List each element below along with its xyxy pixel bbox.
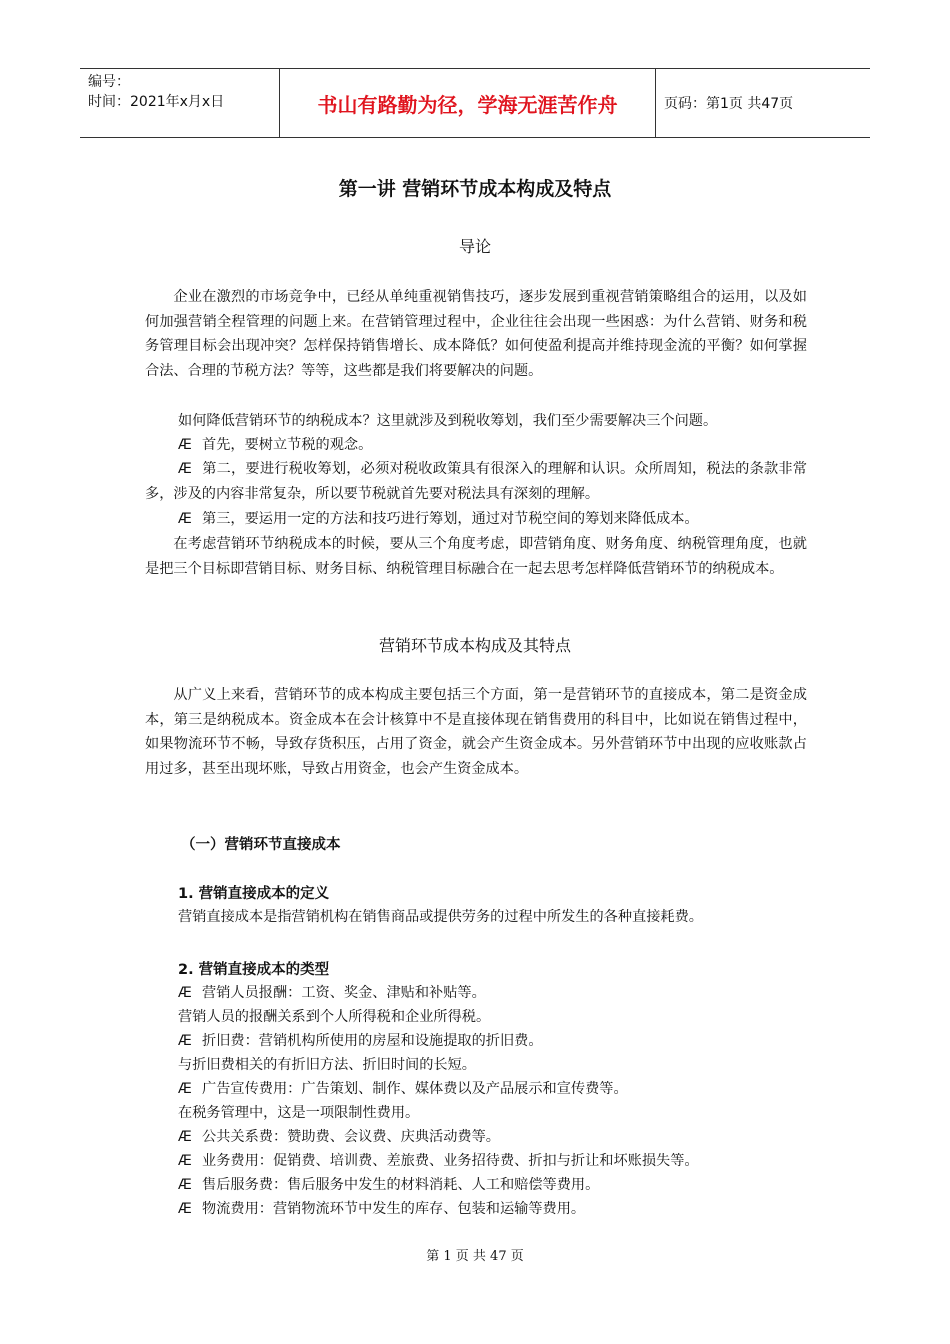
intro-paragraph-1: 企业在激烈的市场竞争中，已经从单纯重视销售技巧，逐步发展到重视营销策略组合的运用，以及如何加强营销全程管理的问题上来。在营销管理过程中，企业往往会出现一些困惑：为什么营销、财务和税务管理目标会出现冲突？怎样保持销售增长、成本降低？如何使盈利提高并维持现金流的平衡？如何掌握合法、合理的节税方法？等等，这些都是我们将要解决的问题。 xyxy=(145,289,807,379)
bullet-icon: Æ xyxy=(178,985,192,1001)
page-footer: 第 1 页 共 47 页 xyxy=(426,1249,524,1264)
date-label: 时间：2021年x月x日 xyxy=(88,94,225,110)
bullet-icon: Æ xyxy=(178,1177,192,1193)
list-note: 在税务管理中，这是一项限制性费用。 xyxy=(178,1105,420,1121)
bullet-icon: Æ xyxy=(178,1153,192,1169)
list-item: Æ 售后服务费：售后服务中发生的材料消耗、人工和赔偿等费用。 xyxy=(178,1173,599,1197)
section-heading: 营销环节成本构成及其特点 xyxy=(378,636,571,655)
bullet-icon: Æ xyxy=(178,461,192,477)
list-note: 与折旧费相关的有折旧方法、折旧时间的长短。 xyxy=(178,1057,476,1073)
page-header xyxy=(80,68,870,138)
bullet-icon: Æ xyxy=(178,1081,192,1097)
bullet-icon: Æ xyxy=(178,1033,192,1049)
header-motto: 书山有路勤为径，学海无涯苦作舟 xyxy=(280,69,656,137)
intro-paragraph-3: 在考虑营销环节纳税成本的时候，要从三个角度考虑，即营销角度、财务角度、纳税管理角度，也就是把三个目标即营销目标、财务目标、纳税管理目标融合在一起去思考怎样降低营销环节的纳税成本。 xyxy=(145,536,807,577)
intro-heading: 导论 xyxy=(458,237,491,256)
definition-heading: 1. 营销直接成本的定义 xyxy=(178,886,330,902)
list-item: Æ 折旧费：营销机构所使用的房屋和设施提取的折旧费。 xyxy=(178,1029,543,1053)
definition-text: 营销直接成本是指营销机构在销售商品或提供劳务的过程中所发生的各种直接耗费。 xyxy=(178,909,703,925)
subsection-heading: （一）营销环节直接成本 xyxy=(181,837,341,853)
bullet-item: Æ 第二，要进行税收筹划，必须对税收政策具有很深入的理解和认识。众所周知，税法的条款非常多，涉及的内容非常复杂，所以要节税就首先要对税法具有深刻的理解。 xyxy=(145,457,807,506)
types-heading: 2. 营销直接成本的类型 xyxy=(178,962,330,978)
list-note: 营销人员的报酬关系到个人所得税和企业所得税。 xyxy=(178,1009,491,1025)
bullet-item: Æ 第三，要运用一定的方法和技巧进行筹划，通过对节税空间的筹划来降低成本。 xyxy=(178,507,699,531)
list-item: Æ 物流费用：营销物流环节中发生的库存、包装和运输等费用。 xyxy=(178,1197,585,1221)
header-meta xyxy=(80,69,280,137)
bullet-icon: Æ xyxy=(178,1129,192,1145)
header-page-label: 页码：第1页 共47页 xyxy=(664,96,794,112)
list-item: Æ 营销人员报酬：工资、奖金、津贴和补贴等。 xyxy=(178,981,486,1005)
list-item: Æ 公共关系费：赞助费、会议费、庆典活动费等。 xyxy=(178,1125,500,1149)
section-paragraph: 从广义上来看，营销环节的成本构成主要包括三个方面，第一是营销环节的直接成本，第二是资金成本，第三是纳税成本。资金成本在会计核算中不是直接体现在销售费用的科目中，比如说在销售过程中，如果物流环节不畅，导致存货积压，占用了资金，就会产生资金成本。另外营销环节中出现的应收账款占用过多，甚至出现坏账，导致占用资金，也会产生资金成本。 xyxy=(145,687,807,777)
bullet-icon: Æ xyxy=(178,1201,192,1217)
bullet-icon: Æ xyxy=(178,437,192,453)
bullet-item: Æ 首先，要树立节税的观念。 xyxy=(178,433,372,457)
page-title: 第一讲 营销环节成本构成及特点 xyxy=(338,178,612,200)
number-label: 编号： xyxy=(88,74,130,90)
bullet-icon: Æ xyxy=(178,511,192,527)
intro-paragraph-2: 如何降低营销环节的纳税成本？这里就涉及到税收筹划，我们至少需要解决三个问题。 xyxy=(178,413,718,429)
list-item: Æ 业务费用：促销费、培训费、差旅费、业务招待费、折扣与折让和坏账损失等。 xyxy=(178,1149,699,1173)
list-item: Æ 广告宣传费用：广告策划、制作、媒体费以及产品展示和宣传费等。 xyxy=(178,1077,628,1101)
